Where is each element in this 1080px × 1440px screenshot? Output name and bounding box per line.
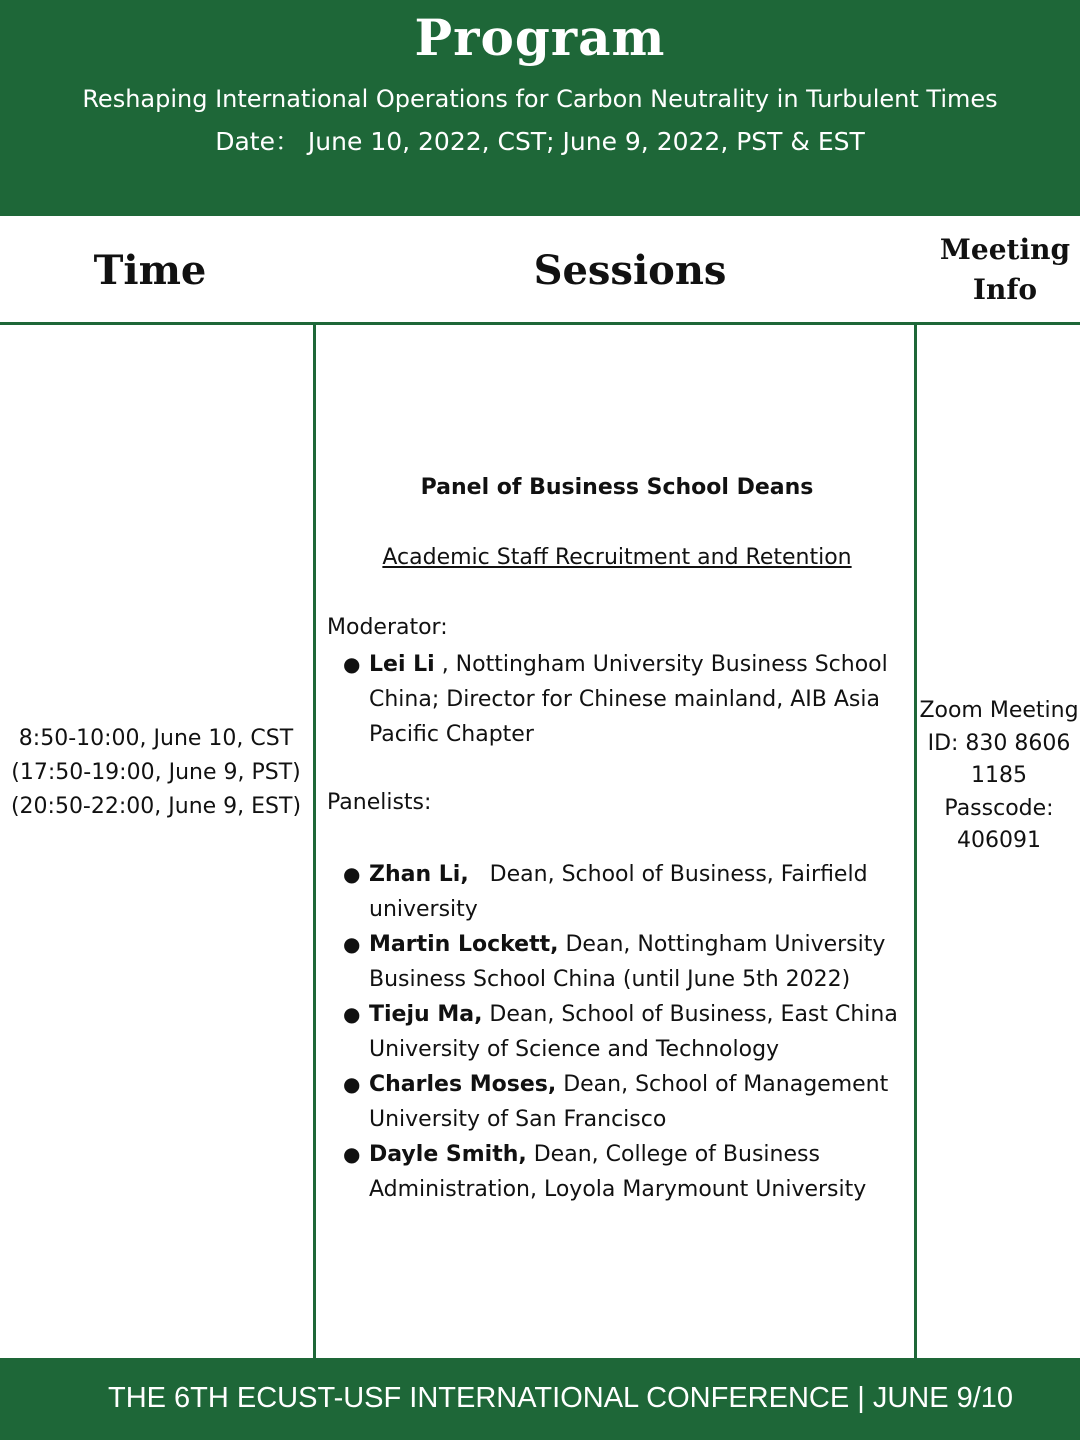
moderator-affiliation: , Nottingham University Business School China; Director for Chinese mainland, AIB Asia Pacific Chapter (369, 652, 888, 747)
panelists-list (327, 857, 907, 1207)
panelist-name: Zhan Li, (369, 862, 469, 887)
time-line-pst: (17:50-19:00, June 9, PST) (11, 760, 301, 785)
panelist-affiliation: Dean, School of Business, East China University of Science and Technology (369, 1002, 898, 1062)
panelists-label: Panelists: (327, 790, 432, 815)
bullet-icon: ● (343, 1142, 361, 1166)
passcode-value: 406091 (957, 828, 1041, 853)
column-divider (313, 324, 316, 1358)
time-cell (0, 722, 312, 824)
session-topic: Academic Staff Recruitment and Retention (382, 545, 852, 570)
column-divider (914, 324, 917, 1358)
column-header-meeting-info (930, 216, 1080, 324)
panelist-name: Martin Lockett, (369, 932, 559, 957)
panelist-name: Tieju Ma, (369, 1002, 483, 1027)
list-item (327, 1137, 907, 1207)
bullet-icon: ● (343, 862, 361, 886)
footer-text: THE 6TH ECUST-USF INTERNATIONAL CONFERENCE | JUNE 9/10 (108, 1382, 1014, 1414)
conference-subtitle: Reshaping International Operations for Carbon Neutrality in Turbulent Times (82, 85, 998, 113)
meeting-info-cell (918, 695, 1080, 858)
moderator-label: Moderator: (327, 615, 448, 640)
list-item (327, 647, 907, 752)
column-header-time: Time (93, 246, 207, 294)
bullet-icon: ● (343, 1002, 361, 1026)
meeting-id-cont: 1185 (971, 763, 1027, 788)
panelist-affiliation: Dean, College of Business Administration, Loyola Marymount University (369, 1142, 867, 1202)
list-item (327, 1067, 907, 1137)
panelist-name: Charles Moses, (369, 1072, 557, 1097)
passcode-label: Passcode: (944, 795, 1054, 821)
list-item (327, 857, 907, 927)
bullet-icon: ● (343, 932, 361, 956)
panelist-affiliation: Dean, School of Business, Fairfield university (369, 862, 868, 922)
list-item (327, 997, 907, 1067)
panelist-name: Dayle Smith, (369, 1142, 527, 1167)
page-title: Program (414, 8, 666, 67)
conference-date: Date： June 10, 2022, CST; June 9, 2022, PST & EST (215, 127, 865, 156)
session-title: Panel of Business School Deans (420, 475, 814, 500)
panelist-affiliation: Dean, School of Management University of San Francisco (369, 1072, 889, 1132)
meeting-id: ID: 830 8606 (927, 730, 1071, 756)
panelist-affiliation: Dean, Nottingham University Business School China (until June 5th 2022) (369, 932, 886, 992)
meeting-header-line: Info (972, 273, 1038, 306)
moderator-list (327, 647, 907, 752)
header-banner (0, 0, 1080, 216)
header-divider (0, 322, 1080, 325)
time-line-est: (20:50-22:00, June 9, EST) (10, 794, 302, 819)
column-header-sessions: Sessions (533, 246, 727, 294)
meeting-header-line: Meeting (939, 233, 1071, 266)
meeting-platform: Zoom Meeting (919, 698, 1079, 723)
list-item (327, 927, 907, 997)
footer-banner (0, 1358, 1080, 1440)
moderator-name: Lei Li (369, 652, 435, 677)
bullet-icon: ● (343, 1072, 361, 1096)
bullet-icon: ● (343, 652, 361, 676)
time-line-cst: 8:50-10:00, June 10, CST (18, 726, 294, 751)
